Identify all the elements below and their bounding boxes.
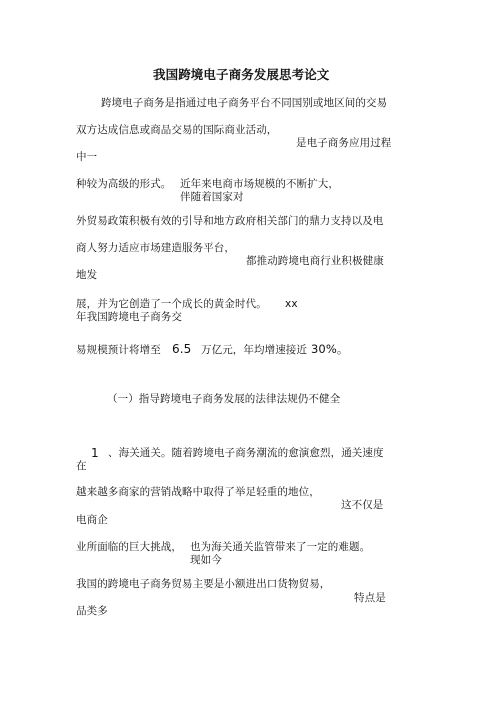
- list-number: 1: [91, 446, 99, 460]
- text-line: 我国的跨境电子商务贸易主要是小额进出口货物贸易，: [76, 578, 331, 590]
- text-line: 这不仅是: [341, 499, 384, 511]
- text-line: xx: [285, 298, 298, 310]
- text-line: 品类多: [76, 605, 108, 617]
- text-line: 30%。: [311, 342, 349, 356]
- section-heading: （一）指导跨境电子商务发展的法律法规仍不健全: [107, 393, 341, 405]
- text-line: 越来越多商家的营销战略中取得了举足轻重的地位，: [76, 486, 320, 498]
- text-line: 种较为高级的形式。: [76, 178, 172, 190]
- text-line: 易规模预计将增至: [76, 344, 161, 356]
- text-line: 展，并为它创造了一个成长的黄金时代。: [76, 298, 267, 310]
- text-line: 也为海关通关监管带来了一定的难题。: [190, 541, 371, 553]
- text-line: 业所面临的巨大挑战，: [76, 541, 182, 553]
- text-line: 是电子商务应用过程: [296, 137, 392, 149]
- text-line: 、海关通关。随着跨境电子商务潮流的愈演愈烈，通关速度: [108, 447, 384, 459]
- text-line: 近年来电商市场规模的不断扩大，: [180, 178, 339, 190]
- text-line: 中一: [76, 151, 98, 163]
- text-line: 双方达成信息或商品交易的国际商业活动，: [76, 124, 278, 136]
- text-line: 电商企: [76, 514, 108, 526]
- text-line: 特点是: [354, 592, 386, 604]
- text-line: 年我国跨境电子商务交: [76, 311, 182, 323]
- text-number: 6.5: [172, 342, 192, 356]
- text-line: 跨境电子商务是指通过电子商务平台不同国别或地区间的交易: [101, 97, 388, 109]
- text-line: 万亿元，年均增速接近: [201, 344, 307, 356]
- document-title: 我国跨境电子商务发展思考论文: [153, 67, 330, 82]
- text-line: 地发: [76, 269, 98, 281]
- text-line: 在: [76, 460, 87, 472]
- text-line: 伴随着国家对: [180, 191, 244, 203]
- text-line: 外贸易政策积极有效的引导和地方政府相关部门的鼎力支持以及电: [76, 215, 384, 227]
- text-line: 现如今: [190, 554, 222, 566]
- text-line: 商人努力适应市场建造服务平台，: [76, 242, 235, 254]
- text-line: 都推动跨境电商行业积极健康: [246, 255, 384, 267]
